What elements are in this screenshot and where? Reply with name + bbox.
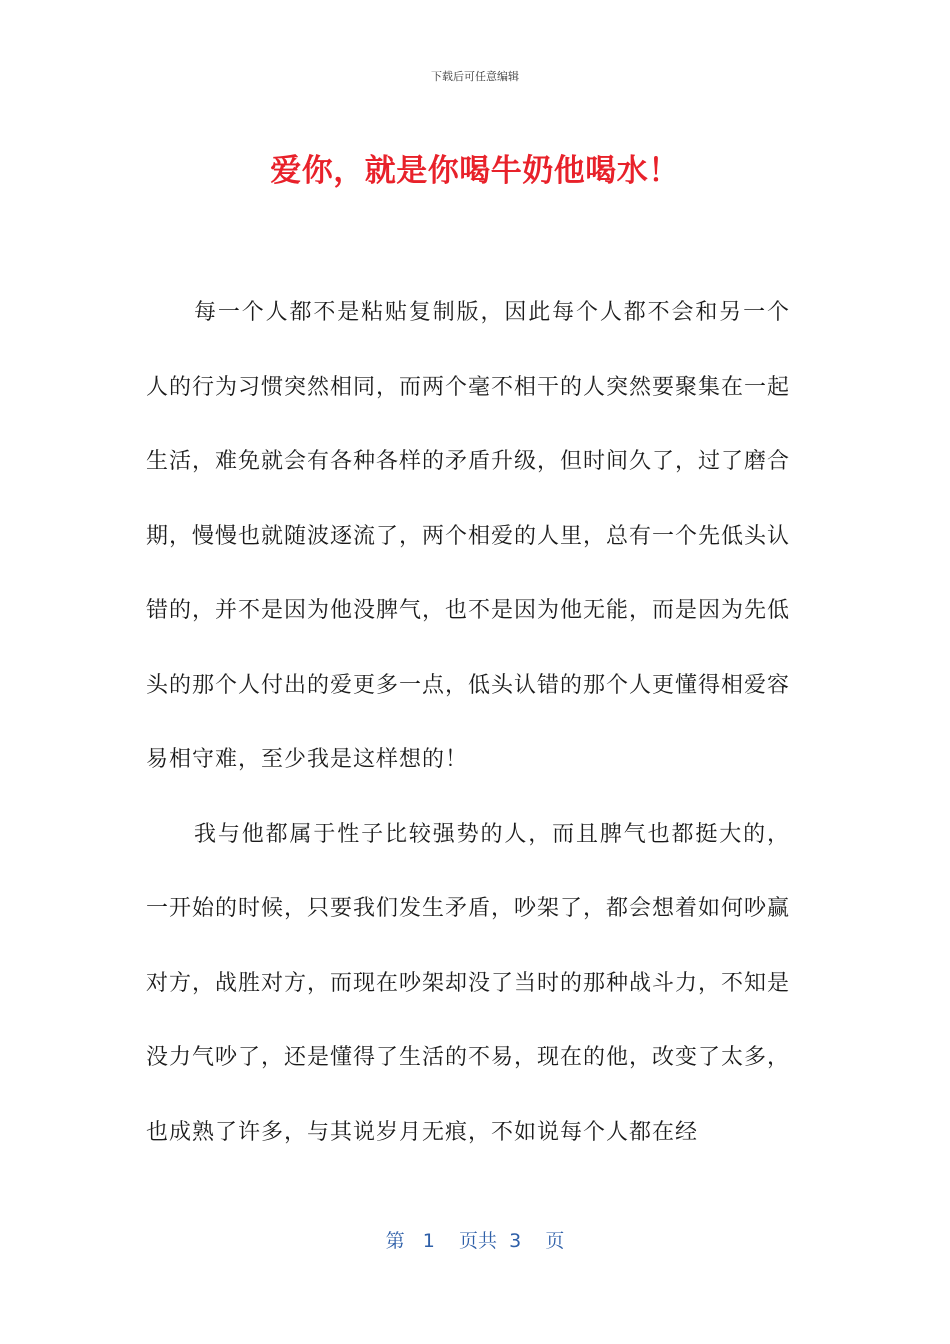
footer-total-pages: 3 <box>509 1230 522 1252</box>
footer-current-page: 1 <box>422 1230 435 1252</box>
paragraph-1: 每一个人都不是粘贴复制版，因此每个人都不会和另一个人的行为习惯突然相同，而两个毫不相干的人突然要聚集在一起生活，难免就会有各种各样的矛盾升级，但时间久了，过了磨合期，慢慢也就随波逐流了，两个相爱的人里，总有一个先低头认错的，并不是因为他没脾气，也不是因为他无能，而是因为先低头的那个人付出的爱更多一点，低头认错的那个人更懂得相爱容易相守难，至少我是这样想的！ <box>146 300 791 772</box>
header-note: 下载后可任意编辑 <box>431 70 519 83</box>
footer-suffix: 页 <box>545 1230 565 1252</box>
document-body <box>146 276 790 1170</box>
footer-prefix: 第 <box>385 1230 405 1252</box>
page-footer <box>0 1226 950 1253</box>
footer-mid: 页共 <box>459 1230 498 1252</box>
document-title: 爱你，就是你喝牛奶他喝水！ <box>270 153 680 189</box>
paragraph-2: 我与他都属于性子比较强势的人，而且脾气也都挺大的，一开始的时候，只要我们发生矛盾，吵架了，都会想着如何吵赢对方，战胜对方，而现在吵架却没了当时的那种战斗力，不知是没力气吵了，还是懂得了生活的不易，现在的他，改变了太多，也成熟了许多，与其说岁月无痕，不如说每个人都在经 <box>146 821 791 1145</box>
